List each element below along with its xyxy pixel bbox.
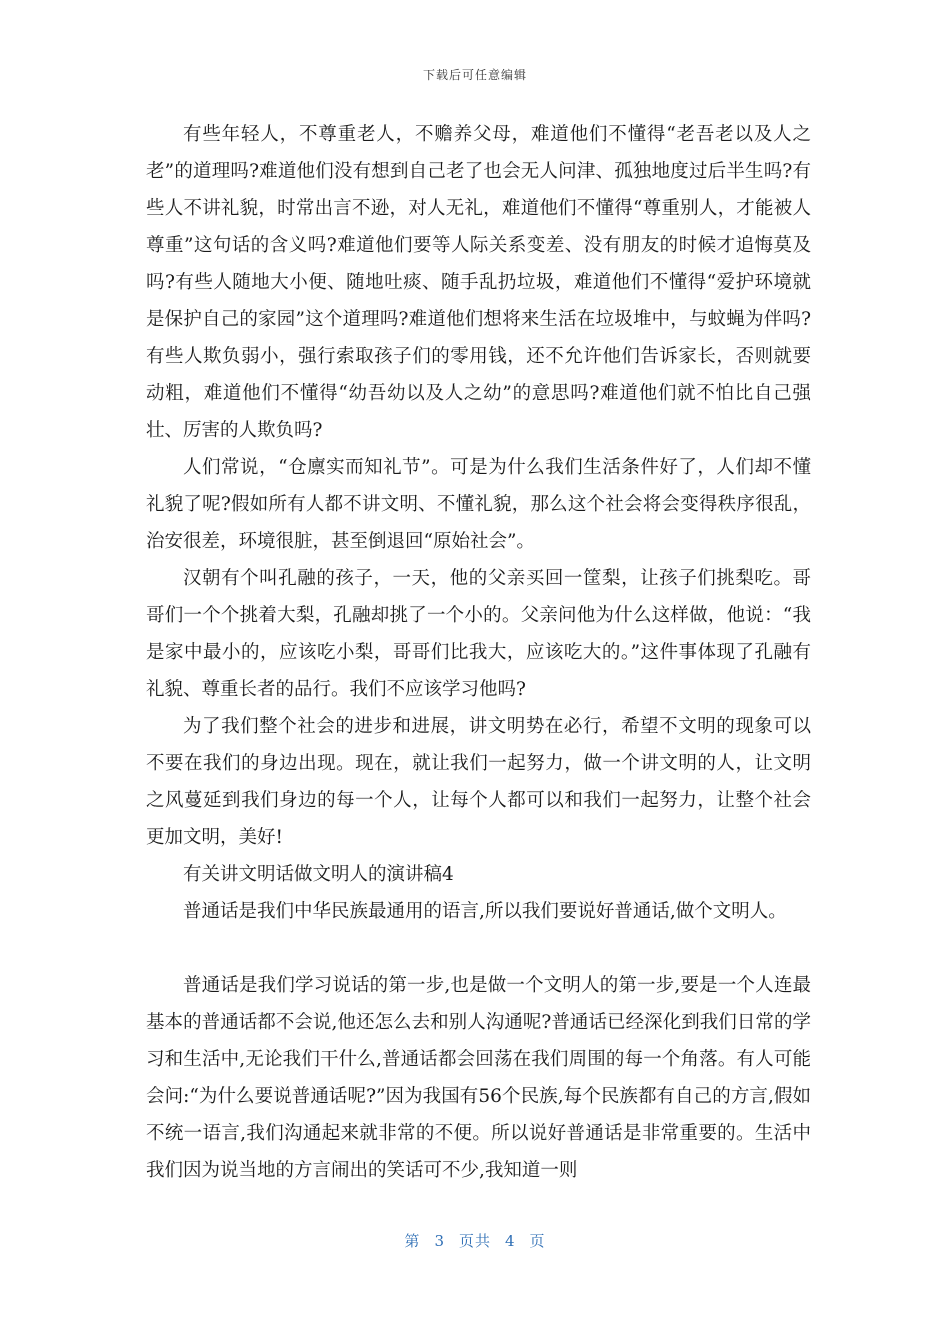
footer-label-before: 第	[404, 1232, 421, 1250]
paragraph-call-to-action: 为了我们整个社会的进步和进展，讲文明势在必行，希望不文明的现象可以不要在我们的身边出现。现在，就让我们一起努力，做一个讲文明的人，让文明之风蔓延到我们身边的每一个人，让每个人都可以和我们一起努力，让整个社会更加文明，美好!	[146, 716, 811, 848]
page-footer	[0, 1230, 950, 1251]
paragraph-mandarin-importance: 普通话是我们学习说话的第一步,也是做一个文明人的第一步,要是一个人连最基本的普通话都不会说,他还怎么去和别人沟通呢?普通话已经深化到我们日常的学习和生活中,无论我们干什么,普通话都会回荡在我们周围的每一个角落。有人可能会问:“为什么要说普通话呢?”因为我国有56个民族,每个民族都有自己的方言,假如不统一语言,我们沟通起来就非常的不便。所以说好普通话是非常重要的。生活中我们因为说当地的方言闹出的笑话可不少,我知道一则	[146, 975, 811, 1181]
footer-label-middle: 页共	[458, 1232, 491, 1250]
footer-total-pages: 4	[505, 1232, 516, 1250]
footer-current-page: 3	[434, 1232, 445, 1250]
paragraph-courtesy-saying: 人们常说，“仓廪实而知礼节”。可是为什么我们生活条件好了，人们却不懂礼貌了呢?假如所有人都不讲文明、不懂礼貌，那么这个社会将会变得秩序很乱，治安很差，环境很脏，甚至倒退回“原始社会”。	[146, 457, 811, 552]
paragraph-mandarin-intro: 普通话是我们中华民族最通用的语言,所以我们要说好普通话,做个文明人。	[183, 901, 787, 922]
section-heading: 有关讲文明话做文明人的演讲稿4	[183, 864, 454, 885]
blank-line	[146, 930, 811, 967]
footer-label-after: 页	[529, 1232, 546, 1250]
paragraph-kong-rong: 汉朝有个叫孔融的孩子，一天，他的父亲买回一筐梨，让孩子们挑梨吃。哥哥们一个个挑着大梨，孔融却挑了一个小的。父亲问他为什么这样做，他说：“我是家中最小的，应该吃小梨，哥哥们比我大，应该吃大的。”这件事体现了孔融有礼貌、尊重长者的品行。我们不应该学习他吗?	[146, 568, 811, 700]
document-body	[146, 116, 811, 1189]
header-note: 下载后可任意编辑	[422, 68, 527, 82]
paragraph-disrespect: 有些年轻人，不尊重老人，不赡养父母，难道他们不懂得“老吾老以及人之老”的道理吗?难道他们没有想到自己老了也会无人问津、孤独地度过后半生吗?有些人不讲礼貌，时常出言不逊，对人无礼，难道他们不懂得“尊重别人，才能被人尊重”这句话的含义吗?难道他们要等人际关系变差、没有朋友的时候才追悔莫及吗?有些人随地大小便、随地吐痰、随手乱扔垃圾，难道他们不懂得“爱护环境就是保护自己的家园”这个道理吗?难道他们想将来生活在垃圾堆中，与蚊蝇为伴吗?有些人欺负弱小，强行索取孩子们的零用钱，还不允许他们告诉家长，否则就要动粗，难道他们不懂得“幼吾幼以及人之幼”的意思吗?难道他们就不怕比自己强壮、厉害的人欺负吗?	[146, 124, 811, 441]
